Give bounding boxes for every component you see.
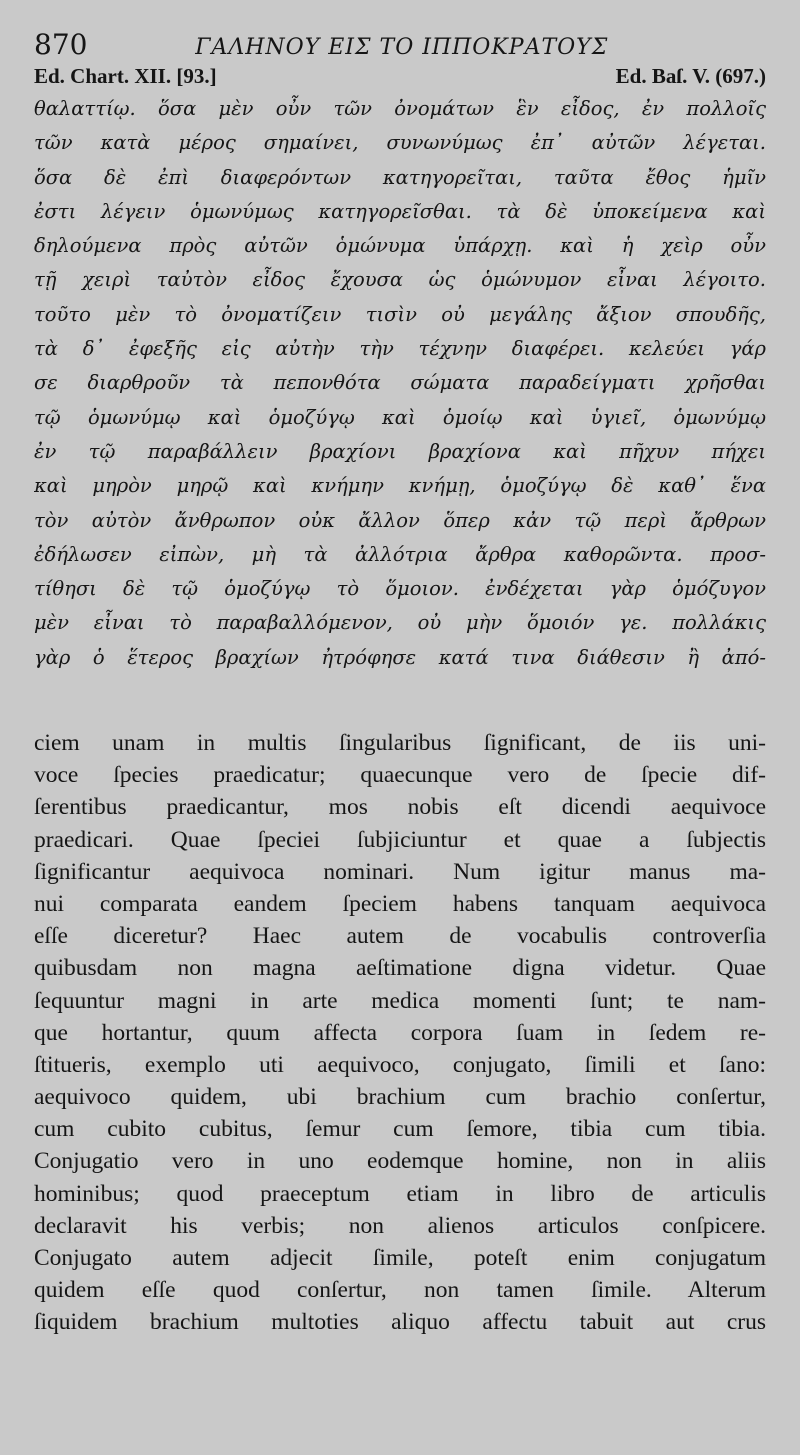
latin-line: declaravit his verbis; non alienos articulos conſpicere.	[34, 1212, 766, 1239]
greek-line: τίθησι δὲ τῷ ὁμοζύγῳ τὸ ὅμοιον. ἐνδέχεται γὰρ ὁμόζυγον	[34, 577, 766, 601]
greek-line: μὲν εἶναι τὸ παραβαλλόμενον, οὐ μὴν ὅμοιόν γε. πολλάκις	[34, 611, 766, 635]
latin-line: nui comparata eandem ſpeciem habens tanquam aequivoca	[34, 890, 766, 917]
greek-text-block	[34, 92, 766, 675]
latin-line: ſignificantur aequivoca nominari. Num igitur manus ma-	[34, 858, 766, 885]
edition-references	[34, 64, 766, 92]
greek-line: ἐδήλωσεν εἰπὼν, μὴ τὰ ἀλλότρια ἄρθρα καθορῶντα. προσ-	[34, 542, 766, 566]
latin-line: voce ſpecies praedicatur; quaecunque vero de ſpecie dif-	[34, 762, 766, 789]
greek-line: σε διαρθροῦν τὰ πεπονθότα σώματα παραδείγματι χρῆσθαι	[34, 371, 766, 395]
latin-text-block	[34, 727, 766, 1339]
latin-line: eſſe diceretur? Haec autem de vocabulis controverſia	[34, 923, 766, 950]
latin-line: quibusdam non magna aeſtimatione digna videtur. Quae	[34, 955, 766, 982]
greek-line: δηλούμενα πρὸς αὐτῶν ὁμώνυμα ὑπάρχῃ. καὶ ἡ χεὶρ οὖν	[34, 234, 766, 258]
latin-line: ſiquidem brachium multoties aliquo affectu tabuit aut crus	[34, 1309, 766, 1336]
latin-line: que hortantur, quum affecta corpora ſuam in ſedem re-	[34, 1019, 766, 1046]
latin-line: ſtitueris, exemplo uti aequivoco, conjugato, ſimili et ſano:	[34, 1051, 766, 1078]
latin-line: quidem eſſe quod conſertur, non tamen ſimile. Alterum	[34, 1277, 766, 1304]
greek-line: τὰ δ᾽ ἐφεξῆς εἰς αὐτὴν τὴν τέχνην διαφέρει. κελεύει γάρ	[34, 337, 766, 361]
latin-line: ſequuntur magni in arte medica momenti ſunt; te nam-	[34, 987, 766, 1014]
latin-line: aequivoco quidem, ubi brachium cum brachio conſertur,	[34, 1084, 766, 1111]
latin-line: ſerentibus praedicantur, mos nobis eſt dicendi aequivoce	[34, 794, 766, 821]
greek-line: γὰρ ὁ ἕτερος βραχίων ἠτρόφησε κατά τινα διάθεσιν ἢ ἀπό-	[34, 645, 766, 669]
greek-line: τοῦτο μὲν τὸ ὀνοματίζειν τισὶν οὐ μεγάλης ἄξιον σπουδῆς,	[34, 302, 766, 326]
greek-line: καὶ μηρὸν μηρῷ καὶ κνήμην κνήμῃ, ὁμοζύγῳ δὲ καθ᾽ ἕνα	[34, 474, 766, 498]
greek-line: θαλαττίῳ. ὅσα μὲν οὖν τῶν ὀνομάτων ἓν εἶδος, ἐν πολλοῖς	[34, 97, 766, 120]
latin-line: praedicari. Quae ſpeciei ſubjiciuntur et quae a ſubjectis	[34, 826, 766, 853]
edition-basel: Ed. Baſ. V. (697.)	[615, 64, 766, 88]
greek-line: τὸν αὐτὸν ἄνθρωπον οὐκ ἄλλον ὅπερ κἀν τῷ περὶ ἄρθρων	[34, 508, 766, 532]
page-number: 870	[34, 28, 88, 61]
latin-line: ciem unam in multis ſingularibus ſignificant, de iis uni-	[34, 730, 766, 757]
greek-line: ἐν τῷ παραβάλλειν βραχίονι βραχίονα καὶ πῆχυν πήχει	[34, 439, 766, 463]
greek-line: ἐστι λέγειν ὁμωνύμως κατηγορεῖσθαι. τὰ δὲ ὑποκείμενα καὶ	[34, 199, 766, 223]
running-head	[34, 28, 766, 68]
greek-line: ὅσα δὲ ἐπὶ διαφερόντων κατηγορεῖται, ταῦτα ἔθος ἡμῖν	[34, 165, 766, 189]
greek-line: τῷ ὁμωνύμῳ καὶ ὁμοζύγῳ καὶ ὁμοίῳ καὶ ὑγιεῖ, ὁμωνύμῳ	[34, 405, 766, 429]
latin-line: Conjugato autem adjecit ſimile, poteſt enim conjugatum	[34, 1245, 766, 1272]
latin-line: cum cubito cubitus, ſemur cum ſemore, tibia cum tibia.	[34, 1116, 766, 1143]
latin-line: hominibus; quod praeceptum etiam in libro de articulis	[34, 1180, 766, 1207]
greek-line: τῶν κατὰ μέρος σημαίνει, συνωνύμως ἐπ᾽ αὐτῶν λέγεται.	[34, 131, 766, 155]
greek-line: τῇ χειρὶ ταὐτὸν εἶδος ἔχουσα ὡς ὁμώνυμον εἶναι λέγοιτο.	[34, 268, 766, 292]
latin-line: Conjugatio vero in uno eodemque homine, non in aliis	[34, 1148, 766, 1175]
running-title: ΓΑΛΗΝΟΥ ΕΙΣ ΤΟ ΙΠΠΟΚΡΑΤΟΥΣ	[195, 35, 609, 60]
edition-chartier: Ed. Chart. XII. [93.]	[34, 64, 217, 88]
